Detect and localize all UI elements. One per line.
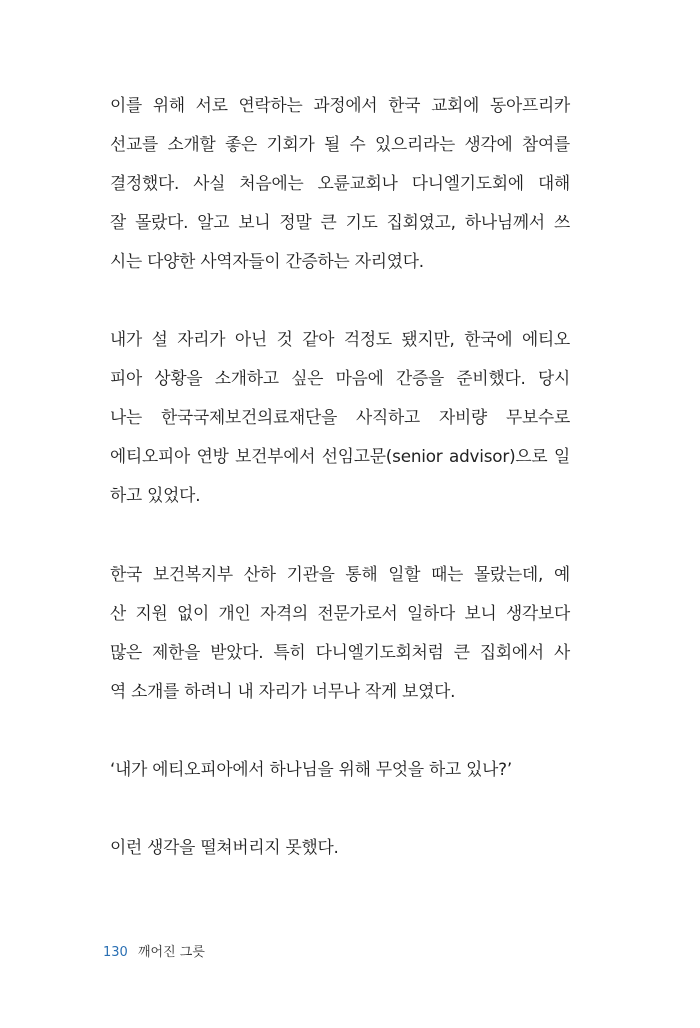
text-line: 산 지원 없이 개인 자격의 전문가로서 일하다 보니 생각보다: [110, 603, 570, 623]
paragraph-5: [110, 828, 570, 867]
text-line: 이를 위해 서로 연락하는 과정에서 한국 교회에 동아프리카: [110, 95, 570, 115]
text-line: 한국 보건복지부 산하 기관을 통해 일할 때는 몰랐는데, 예: [110, 564, 570, 584]
book-title: 깨어진 그릇: [137, 945, 205, 960]
text-line: 잘 몰랐다. 알고 보니 정말 큰 기도 집회였고, 하나님께서 쓰: [110, 212, 570, 232]
paragraph-1: [110, 86, 570, 281]
text-line: 결정했다. 사실 처음에는 오륜교회나 다니엘기도회에 대해: [110, 173, 570, 193]
text-line: ‘내가 에티오피아에서 하나님을 위해 무엇을 하고 있나?’: [110, 759, 513, 779]
paragraph-4-quote: [110, 750, 570, 789]
text-line: 시는 다양한 사역자들이 간증하는 자리였다.: [110, 251, 424, 271]
text-line: 에티오피아 연방 보건부에서 선임고문(senior advisor)으로 일: [110, 446, 570, 466]
page-number: 130: [103, 945, 128, 960]
paragraph-3: [110, 555, 570, 711]
text-line: 내가 설 자리가 아닌 것 같아 걱정도 됐지만, 한국에 에티오: [110, 329, 570, 349]
text-line: 나는 한국국제보건의료재단을 사직하고 자비량 무보수로: [110, 407, 570, 427]
text-line: 많은 제한을 받았다. 특히 다니엘기도회처럼 큰 집회에서 사: [110, 642, 570, 662]
text-line: 이런 생각을 떨쳐버리지 못했다.: [110, 837, 339, 857]
text-line: 역 소개를 하려니 내 자리가 너무나 작게 보였다.: [110, 681, 456, 701]
text-line: 피아 상황을 소개하고 싶은 마음에 간증을 준비했다. 당시: [110, 368, 570, 388]
paragraph-2: [110, 320, 570, 515]
page-footer: [103, 944, 205, 962]
text-line: 하고 있었다.: [110, 485, 201, 505]
text-line: 선교를 소개할 좋은 기회가 될 수 있으리라는 생각에 참여를: [110, 134, 570, 154]
